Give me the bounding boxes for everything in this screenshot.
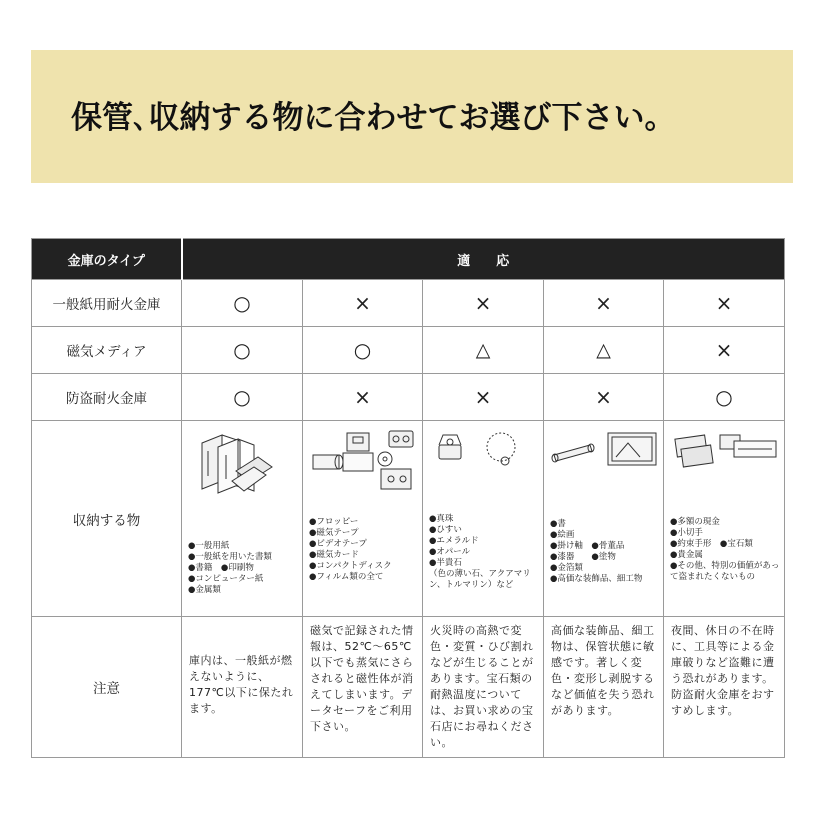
items-row — [32, 421, 785, 617]
table-row — [32, 280, 785, 327]
list-item: ●ビデオテープ — [309, 539, 367, 549]
list-item: ●貴金属 — [670, 550, 703, 560]
title-banner — [31, 50, 793, 183]
list-item: ●エメラルド — [429, 536, 479, 546]
items-cell — [303, 421, 423, 617]
suitability-mark: ○ — [182, 374, 303, 421]
paper-documents-illustration — [182, 421, 302, 509]
list-item: ●その他、特別の価値があって盗まれたくないもの — [670, 561, 780, 582]
list-item: ●オパール — [429, 547, 471, 557]
page-title: 保管､収納する物に合わせてお選び下さい。 — [71, 100, 676, 136]
list-item: ●ひすい — [429, 525, 462, 535]
header-suitability: 適 応 — [182, 239, 785, 280]
suitability-mark: ○ — [182, 327, 303, 374]
suitability-mark: × — [303, 280, 423, 327]
suitability-mark: × — [544, 374, 664, 421]
items-cell — [544, 421, 664, 617]
row-label: 磁気メディア — [32, 327, 182, 374]
note-text: 磁気で記録された情報は、52℃～65℃以下でも蒸気にさらされると磁性体が消えてしまいます。データセーフをご利用下さい。 — [310, 624, 414, 733]
artwork-illustration — [544, 421, 663, 509]
suitability-mark: ○ — [664, 374, 785, 421]
list-item: ●高価な装飾品、細工物 — [550, 574, 643, 584]
list-item: ●フロッピー — [309, 517, 359, 527]
magnetic-media-illustration — [303, 421, 422, 509]
suitability-mark: △ — [423, 327, 544, 374]
suitability-mark: × — [664, 280, 785, 327]
list-item: ●磁気カード — [309, 550, 359, 560]
suitability-mark: ○ — [182, 280, 303, 327]
note-text: 高価な装飾品、細工物は、保管状態に敏感です。著しく変色・変形し剥脱するなど価値を失う恐れがあります。 — [551, 624, 655, 717]
suitability-mark: × — [423, 374, 544, 421]
suitability-mark: ○ — [303, 327, 423, 374]
suitability-mark: △ — [544, 327, 664, 374]
list-item: （色の薄い石、アクアマリン、トルマリン）など — [429, 569, 531, 590]
notes-row — [32, 617, 785, 758]
list-item: ●フィルム類の全て — [309, 572, 384, 582]
list-item: ●磁気テープ — [309, 528, 359, 538]
table-header-row — [32, 239, 785, 280]
note-text: 夜間、休日の不在時に、工具等による金庫破りなど盗難に遭う恐れがあります。防盗耐火金庫をおすすめします。 — [671, 624, 775, 717]
cash-illustration — [664, 421, 784, 509]
row-label: 注意 — [32, 617, 182, 758]
items-cell — [182, 421, 303, 617]
suitability-mark: × — [664, 327, 785, 374]
list-item: ●書籍 ●印刷物 — [188, 563, 254, 573]
row-label: 一般紙用耐火金庫 — [32, 280, 182, 327]
list-item: ●多額の現金 — [670, 517, 720, 527]
note-text: 庫内は、一般紙が燃えないように、177℃以下に保たれます。 — [189, 654, 294, 715]
list-item: ●コンパクトディスク — [309, 561, 392, 571]
note-text: 火災時の高熱で変色・変質・ひび割れなどが生じることがあります。宝石類の耐熱温度については、お買い求めの宝石店にお尋ねください。 — [430, 624, 534, 749]
suitability-mark: × — [303, 374, 423, 421]
list-item: ●一般用紙 — [188, 541, 230, 551]
table-row — [32, 327, 785, 374]
list-item: ●一般紙を用いた書類 — [188, 552, 272, 562]
header-safe-type: 金庫のタイプ — [32, 239, 182, 280]
list-item: ●掛け軸 ●骨董品 — [550, 541, 625, 551]
list-item: ●約束手形 ●宝石類 — [670, 539, 753, 549]
table-row — [32, 374, 785, 421]
items-cell — [423, 421, 544, 617]
safe-comparison-table — [31, 238, 785, 758]
list-item: ●金箔類 — [550, 563, 583, 573]
list-item: ●絵画 — [550, 530, 575, 540]
suitability-mark: × — [544, 280, 664, 327]
list-item: ●真珠 — [429, 514, 454, 524]
list-item: ●小切手 — [670, 528, 703, 538]
items-cell — [664, 421, 785, 617]
list-item: ●半貴石 — [429, 558, 462, 568]
list-item: ●金属類 — [188, 585, 221, 595]
row-label: 防盗耐火金庫 — [32, 374, 182, 421]
jewelry-illustration — [423, 421, 543, 509]
list-item: ●漆器 ●塗物 — [550, 552, 616, 562]
list-item: ●コンピューター紙 — [188, 574, 264, 584]
row-label: 収納する物 — [32, 421, 182, 617]
list-item: ●書 — [550, 519, 566, 529]
suitability-mark: × — [423, 280, 544, 327]
